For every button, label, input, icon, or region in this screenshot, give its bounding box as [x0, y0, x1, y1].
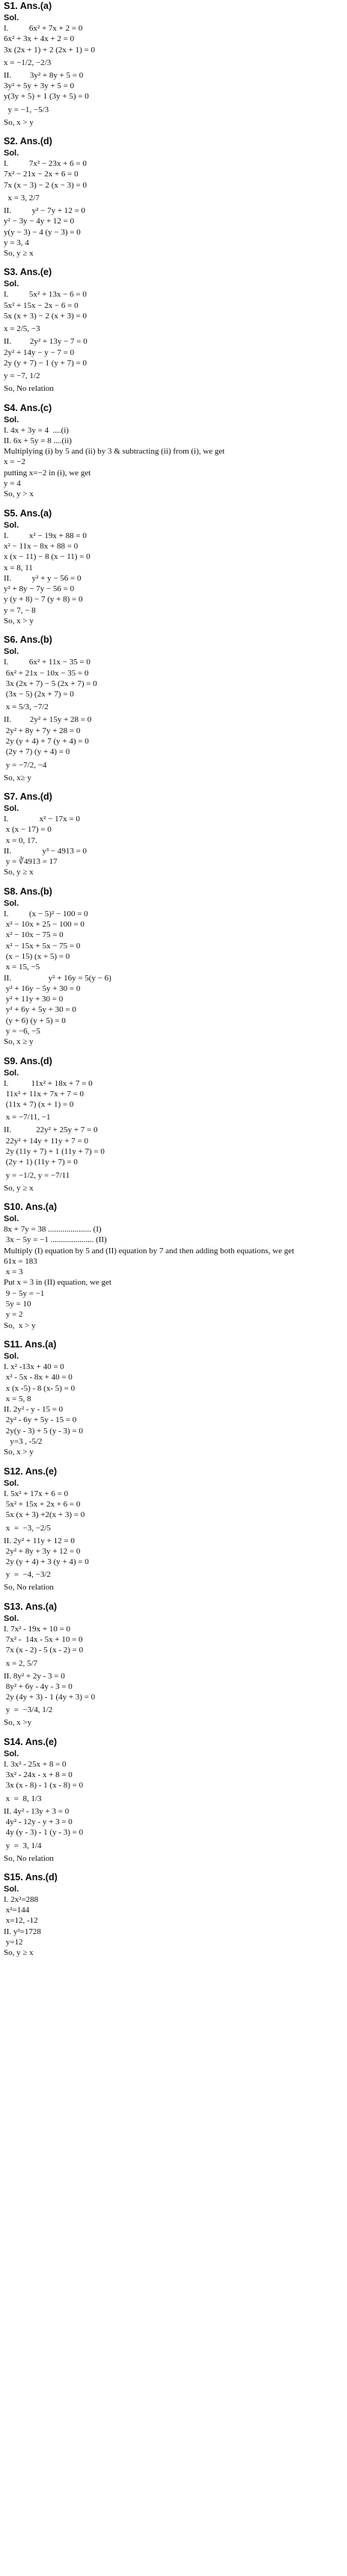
solution-step: So, x ≥ y: [4, 1037, 34, 1047]
solution-step: x = 5, 8: [4, 1394, 31, 1403]
solution-step: (2y + 7) (y + 4) = 0: [4, 747, 70, 757]
solution-step: I. x² − 17x = 0: [4, 814, 80, 824]
solution-step: x = 15, −5: [4, 963, 40, 972]
solution-step: I. 11x² + 18x + 7 = 0: [4, 1078, 93, 1088]
solution-step: x² − 10x + 25 − 100 = 0: [4, 920, 85, 930]
answer-heading: S5. Ans.(a): [4, 507, 52, 519]
solution-step: II. y² − 7y + 12 = 0: [4, 206, 85, 215]
solution-step: 7x² - 14x - 5x + 10 = 0: [4, 1634, 83, 1644]
solution-step: So, No relation: [4, 384, 54, 394]
solution-step: x (x -5) - 8 (x- 5) = 0: [4, 1383, 76, 1393]
solution-step: 5x² + 15x − 2x − 6 = 0: [4, 300, 79, 310]
solution-step: 3x² - 24x - x + 8 = 0: [4, 1770, 73, 1780]
solution-step: 7x (x - 2) - 5 (x - 2) = 0: [4, 1646, 84, 1655]
solution-step: x = −7/11, −1: [4, 1113, 51, 1122]
solution-step: II. y³ − 4913 = 0: [4, 846, 87, 856]
solution-step: x² − 15x + 5x − 75 = 0: [4, 941, 81, 951]
solution-step: I. 6x² + 7x + 2 = 0: [4, 24, 83, 33]
solution-step: 2y(y - 3) + 5 (y - 3) = 0: [4, 1426, 83, 1436]
answer-heading: S10. Ans.(a): [4, 1201, 58, 1212]
solution-block: [4, 266, 343, 394]
solution-step: 5x (x + 3) − 2 (x + 3) = 0: [4, 312, 87, 321]
solution-step: 22y² + 14y + 11y + 7 = 0: [4, 1136, 88, 1146]
solution-step: II. 22y² + 25y + 7 = 0: [4, 1125, 98, 1135]
solution-block: [4, 1465, 343, 1593]
solution-step: y² − 3y − 4y + 12 = 0: [4, 217, 75, 226]
solution-step: So, y > x: [4, 489, 34, 499]
solution-step: II. 2y² + 13y − 7 = 0: [4, 337, 87, 347]
solution-step: 3x − 5y = −1 ..................... (II): [4, 1235, 107, 1245]
solution-step: y = 3, 4: [4, 238, 29, 247]
solution-step: I. 3x² - 25x + 8 = 0: [4, 1759, 67, 1769]
solution-block: [4, 135, 343, 259]
solution-step: So, No relation: [4, 1583, 54, 1593]
solution-step: So, x > y: [4, 1448, 34, 1457]
solution-step: I. 6x² + 11x − 35 = 0: [4, 658, 90, 667]
solution-block: [4, 1338, 343, 1458]
solution-step: 2y (11y + 7) + 1 (11y + 7) = 0: [4, 1147, 105, 1157]
solution-step: I. x² -13x + 40 = 0: [4, 1362, 64, 1371]
solution-step: y = 7, − 8: [4, 605, 36, 615]
solution-step: 3y² + 5y + 3y + 5 = 0: [4, 81, 75, 91]
solution-step: I. 2x²=288: [4, 1894, 39, 1904]
solution-step: y = −6, −5: [4, 1027, 40, 1036]
solution-label: Sol.: [4, 149, 19, 158]
solution-step: (11x + 7) (x + 1) = 0: [4, 1100, 74, 1110]
solution-block: [4, 0, 343, 128]
solution-step: y = 4: [4, 479, 21, 489]
solution-label: Sol.: [4, 898, 19, 908]
solution-step: I. 7x² − 23x + 6 = 0: [4, 159, 87, 169]
solution-step: 2y (y + 4) + 3 (y + 4) = 0: [4, 1557, 89, 1567]
solution-step: 5y = 10: [4, 1300, 31, 1309]
solution-step: y = −3/4, 1/2: [4, 1705, 53, 1715]
solution-step: II. 3y² + 8y + 5 = 0: [4, 70, 84, 80]
solution-step: y = −4, −3/2: [4, 1570, 51, 1580]
solution-label: Sol.: [4, 647, 19, 657]
solution-step: y = −7, 1/2: [4, 371, 40, 381]
solution-step: 3x (2x + 7) − 5 (2x + 7) = 0: [4, 679, 97, 688]
answer-heading: S8. Ans.(b): [4, 886, 52, 897]
solution-block: [4, 507, 343, 627]
solution-step: y² + 8y − 7y − 56 = 0: [4, 584, 75, 594]
solution-step: 2y² + 14y − y − 7 = 0: [4, 348, 75, 357]
solution-label: Sol.: [4, 1613, 19, 1623]
solution-step: y(y − 3) − 4 (y − 3) = 0: [4, 227, 81, 237]
solution-step: So, x > y: [4, 1321, 36, 1330]
answer-heading: S14. Ans.(e): [4, 1736, 58, 1747]
answer-heading: S7. Ans.(d): [4, 791, 52, 802]
solution-step: So, x >y: [4, 1718, 32, 1728]
solution-step: (x − 15) (x + 5) = 0: [4, 951, 70, 961]
solution-step: 4y² - 12y - y + 3 = 0: [4, 1817, 73, 1826]
solution-step: 8x + 7y = 38 ..................... (I): [4, 1224, 102, 1234]
answer-heading: S11. Ans.(a): [4, 1338, 57, 1350]
solution-step: II. y³=1728: [4, 1927, 41, 1936]
solution-label: Sol.: [4, 1884, 19, 1894]
solution-step: Multiply (I) equation by 5 and (II) equation by 7 and then adding both equations, we get: [4, 1246, 295, 1255]
solution-step: II. y² + 16y = 5(y − 6): [4, 973, 111, 983]
solution-step: x = 2/5, −3: [4, 324, 40, 334]
solution-step: x (x − 17) = 0: [4, 825, 52, 835]
solution-step: y=12: [4, 1938, 23, 1948]
solution-step: y = −1, −5/3: [4, 105, 49, 114]
solution-step: 7x (x − 3) − 2 (x − 3) = 0: [4, 180, 87, 190]
solution-step: 2y² - 6y + 5y - 15 = 0: [4, 1415, 77, 1425]
solution-step: II. 4y² - 13y + 3 = 0: [4, 1806, 70, 1816]
solution-step: So, x > y: [4, 117, 34, 127]
solution-step: II. 2y² + 11y + 12 = 0: [4, 1536, 75, 1545]
solution-step: 2y (y + 7) − 1 (y + 7) = 0: [4, 358, 87, 368]
solution-step: 9 − 5y = −1: [4, 1288, 45, 1298]
solution-step: 4y (y - 3) - 1 (y - 3) = 0: [4, 1828, 84, 1838]
solution-step: x = 8, 11: [4, 563, 33, 572]
solution-label: Sol.: [4, 1068, 19, 1078]
solution-step: y(3y + 5) + 1 (3y + 5) = 0: [4, 92, 89, 102]
solution-label: Sol.: [4, 803, 19, 813]
solution-step: 5x² + 15x + 2x + 6 = 0: [4, 1499, 81, 1509]
solution-step: x = 0, 17.: [4, 835, 37, 845]
solution-block: [4, 1601, 343, 1729]
solution-step: II. 2y² - y - 15 = 0: [4, 1405, 64, 1415]
solution-step: 11x² + 11x + 7x + 7 = 0: [4, 1089, 85, 1099]
solution-label: Sol.: [4, 1478, 19, 1488]
solution-step: So, No relation: [4, 1853, 54, 1863]
solution-step: y² + 16y − 5y + 30 = 0: [4, 983, 81, 993]
solution-step: (3x − 5) (2x + 7) = 0: [4, 690, 74, 699]
solution-step: II. y² + y − 56 = 0: [4, 573, 82, 583]
answer-heading: S13. Ans.(a): [4, 1601, 58, 1612]
solution-block: [4, 1201, 343, 1331]
solution-step: (y + 6) (y + 5) = 0: [4, 1016, 66, 1025]
solution-block: [4, 791, 343, 878]
solution-step: II. 6x + 5y = 8 ....(ii): [4, 436, 72, 445]
solution-step: x² − 11x − 8x + 88 = 0: [4, 541, 79, 551]
solution-step: x = 2, 5/7: [4, 1658, 38, 1668]
solution-label: Sol.: [4, 520, 19, 530]
solution-step: So, y ≥ x: [4, 1948, 34, 1958]
solution-label: Sol.: [4, 279, 19, 289]
solution-step: x² - 5x - 8x + 40 = 0: [4, 1373, 73, 1383]
solution-step: (2y + 1) (11y + 7) = 0: [4, 1158, 78, 1167]
answer-heading: S3. Ans.(e): [4, 267, 52, 278]
solution-block: [4, 634, 343, 783]
solution-step: So, x > y: [4, 616, 34, 626]
solution-step: II. 8y² + 2y - 3 = 0: [4, 1671, 65, 1681]
solution-step: y² + 6y + 5y + 30 = 0: [4, 1005, 76, 1015]
solution-step: I. 7x² - 19x + 10 = 0: [4, 1624, 71, 1634]
answer-heading: S4. Ans.(c): [4, 402, 52, 413]
answer-heading: S1. Ans.(a): [4, 1, 52, 11]
solution-step: 2y (4y + 3) - 1 (4y + 3) = 0: [4, 1693, 96, 1702]
solution-step: 8y² + 6y - 4y - 3 = 0: [4, 1681, 73, 1691]
answer-heading: S12. Ans.(e): [4, 1465, 58, 1477]
answer-heading: S9. Ans.(d): [4, 1055, 52, 1066]
solution-step: x = 3, 2/7: [4, 193, 40, 203]
answer-heading: S6. Ans.(b): [4, 634, 52, 646]
solution-block: [4, 1736, 343, 1864]
solution-step: I. 5x² + 13x − 6 = 0: [4, 290, 87, 300]
solution-step: y=3 , -5/2: [4, 1437, 43, 1447]
solution-step: x²=144: [4, 1906, 30, 1915]
solution-step: 7x² − 21x − 2x + 6 = 0: [4, 170, 79, 179]
solution-step: I. 5x² + 17x + 6 = 0: [4, 1489, 69, 1498]
solution-step: x = −1/2, −2/3: [4, 58, 52, 67]
solution-label: Sol.: [4, 415, 19, 424]
solution-step: Multiplying (i) by 5 and (ii) by 3 & subtracting (ii) from (i), we get: [4, 447, 225, 457]
solution-step: x = 5/3, −7/2: [4, 702, 49, 712]
solution-step: 3x (2x + 1) + 2 (2x + 1) = 0: [4, 45, 95, 55]
solution-step: Put x = 3 in (II) equation, we get: [4, 1278, 111, 1288]
solution-step: I. (x − 5)² − 100 = 0: [4, 909, 88, 918]
solution-block: [4, 1871, 343, 1959]
solution-step: y = 3, 1/4: [4, 1841, 42, 1850]
solution-step: 6x² + 21x − 10x − 35 = 0: [4, 668, 89, 678]
solution-step: putting x=−2 in (i), we get: [4, 468, 91, 478]
solution-step: So, y ≥ x: [4, 249, 34, 259]
solution-step: y = ∛4913 = 17: [4, 857, 58, 867]
solution-label: Sol.: [4, 1214, 19, 1223]
solution-step: y (y + 8) − 7 (y + 8) = 0: [4, 595, 83, 605]
solution-label: Sol.: [4, 1749, 19, 1758]
solution-step: y = −1/2, y = −7/11: [4, 1170, 70, 1180]
solution-step: 2y² + 8y + 7y + 28 = 0: [4, 726, 81, 735]
solution-label: Sol.: [4, 13, 19, 22]
solution-step: II. 2y² + 15y + 28 = 0: [4, 715, 92, 725]
solution-step: x (x − 11) − 8 (x − 11) = 0: [4, 552, 90, 562]
solution-step: 5x (x + 3) +2(x + 3) = 0: [4, 1510, 85, 1520]
solution-step: 6x² + 3x + 4x + 2 = 0: [4, 34, 75, 44]
solution-step: 61x = 183: [4, 1256, 37, 1266]
answer-heading: S2. Ans.(d): [4, 136, 52, 147]
solution-step: 2y (y + 4) + 7 (y + 4) = 0: [4, 737, 89, 747]
solution-step: So, x≥ y: [4, 773, 31, 782]
solution-step: 2y² + 8y + 3y + 12 = 0: [4, 1546, 81, 1556]
solution-step: x = −3, −2/5: [4, 1523, 51, 1533]
solution-step: x=12, -12: [4, 1916, 38, 1926]
solution-step: x = 3: [4, 1267, 23, 1277]
solution-step: So, y ≥ x: [4, 1183, 34, 1193]
solution-step: I. x² − 19x + 88 = 0: [4, 531, 87, 540]
solution-step: x² − 10x − 75 = 0: [4, 930, 64, 940]
solution-step: I. 4x + 3y = 4 ....(i): [4, 425, 69, 435]
solution-step: So, y ≥ x: [4, 868, 34, 877]
solution-block: [4, 886, 343, 1048]
solution-step: y² + 11y + 30 = 0: [4, 995, 64, 1004]
solution-step: x = −2: [4, 457, 25, 467]
answer-heading: S15. Ans.(d): [4, 1871, 58, 1882]
solution-step: 3x (x - 8) - 1 (x - 8) = 0: [4, 1781, 84, 1791]
solution-step: x = 8, 1/3: [4, 1794, 42, 1803]
solution-step: y = −7/2, −4: [4, 760, 47, 770]
solution-step: y = 2: [4, 1310, 23, 1320]
solution-block: [4, 1055, 343, 1193]
solution-block: [4, 402, 343, 500]
solution-label: Sol.: [4, 1351, 19, 1361]
